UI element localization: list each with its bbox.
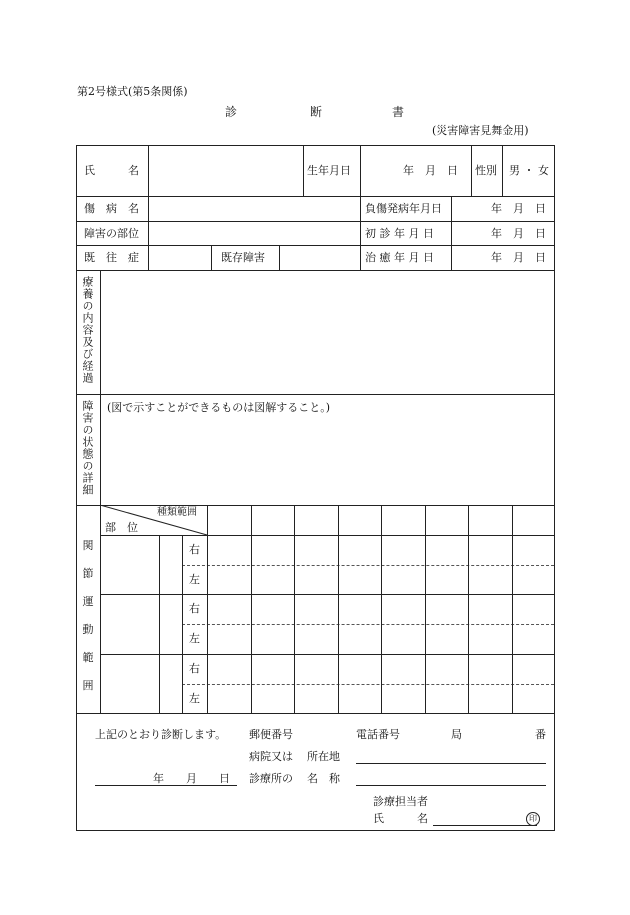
rom-label-char: 関	[82, 539, 94, 552]
col-divider	[471, 146, 472, 196]
rom-label	[82, 539, 94, 692]
sex-label: 性別	[475, 164, 497, 177]
facility-name-line[interactable]	[356, 785, 546, 786]
injury-label: 傷 病 名	[84, 202, 139, 215]
row-divider	[77, 713, 554, 714]
col-divider	[502, 146, 503, 196]
onset-label: 負傷発病年月日	[365, 202, 442, 215]
rom-header-type: 種類範囲	[157, 507, 197, 518]
rom-col-divider	[182, 535, 183, 713]
treatment-label: 療養の内容及び経過	[81, 276, 94, 384]
phone-label: 電話番号	[356, 728, 400, 741]
col-divider	[211, 245, 212, 270]
rom-col-divider	[512, 505, 513, 713]
facility-name-label: 名 称	[307, 772, 340, 785]
rom-left-label: 左	[189, 573, 200, 586]
rom-dashed-line	[182, 684, 554, 685]
rom-col-divider	[425, 505, 426, 713]
postal-label: 郵便番号	[249, 728, 293, 741]
rom-label-char: 囲	[82, 679, 94, 692]
name-label: 氏 名	[84, 164, 139, 177]
rom-right-label: 右	[189, 662, 200, 675]
rom-col-divider	[468, 505, 469, 713]
phone-kyoku: 局	[451, 728, 462, 741]
phone-ban: 番	[535, 728, 546, 741]
hospital-label: 病院又は	[249, 750, 293, 763]
existing-disability-label: 既存障害	[221, 251, 265, 264]
rom-dashed-line	[182, 624, 554, 625]
col-divider	[279, 245, 280, 270]
form-table	[76, 145, 555, 831]
cure-value: 年 月 日	[491, 251, 546, 264]
rom-group-divider	[100, 654, 554, 655]
rom-left-label: 左	[189, 632, 200, 645]
date-line[interactable]	[95, 785, 237, 786]
clinic-label: 診療所の	[249, 772, 293, 785]
rom-header-part: 部 位	[105, 521, 138, 534]
address-line[interactable]	[356, 763, 546, 764]
rom-col-divider	[159, 535, 160, 713]
rom-col-divider	[338, 505, 339, 713]
title-char-1: 診	[225, 105, 238, 119]
row-divider	[77, 394, 554, 395]
cure-label: 治 癒 年 月 日	[365, 251, 434, 264]
rom-right-label: 右	[189, 543, 200, 556]
rom-label-char: 範	[82, 651, 94, 664]
rom-label-char: 節	[82, 567, 94, 580]
onset-value: 年 月 日	[491, 202, 546, 215]
col-divider	[303, 146, 304, 196]
first-visit-value: 年 月 日	[491, 227, 546, 240]
title-char-3: 書	[392, 105, 405, 119]
seal-icon: 印	[526, 812, 540, 826]
rom-col-divider	[207, 505, 208, 713]
title-char-2: 断	[310, 105, 323, 119]
dob-label: 生年月日	[307, 164, 351, 177]
disability-label: 障害の状態の詳細	[81, 400, 94, 496]
col-divider	[451, 196, 452, 270]
dob-value: 年 月 日	[403, 164, 458, 177]
form-number: 第2号様式(第5条関係)	[77, 85, 188, 98]
certification-statement: 上記のとおり診断します。	[95, 728, 227, 741]
document-subtitle: (災害障害見舞金用)	[432, 124, 529, 137]
rom-right-label: 右	[189, 602, 200, 615]
sex-value[interactable]: 男 ・ 女	[509, 164, 549, 177]
doctor-name-label: 氏 名	[373, 812, 428, 825]
col-divider	[360, 146, 361, 270]
col-divider	[148, 146, 149, 270]
rom-col-divider	[251, 505, 252, 713]
disability-note: (図で示すことができるものは図解すること。)	[107, 401, 331, 414]
rom-dashed-line	[182, 565, 554, 566]
row-divider	[77, 270, 554, 271]
doctor-name-line[interactable]	[433, 825, 537, 826]
doctor-label: 診療担当者	[373, 795, 428, 808]
address-label: 所在地	[307, 750, 340, 763]
rom-label-char: 運	[82, 595, 94, 608]
rom-group-divider	[100, 594, 554, 595]
site-label: 障害の部位	[84, 227, 139, 240]
issue-date: 年 月 日	[153, 772, 230, 785]
history-label: 既 往 症	[84, 251, 139, 264]
rom-label-char: 動	[82, 623, 94, 636]
rom-col-divider	[381, 505, 382, 713]
label-col-divider	[100, 270, 101, 713]
first-visit-label: 初 診 年 月 日	[365, 227, 434, 240]
rom-left-label: 左	[189, 692, 200, 705]
rom-col-divider	[294, 505, 295, 713]
